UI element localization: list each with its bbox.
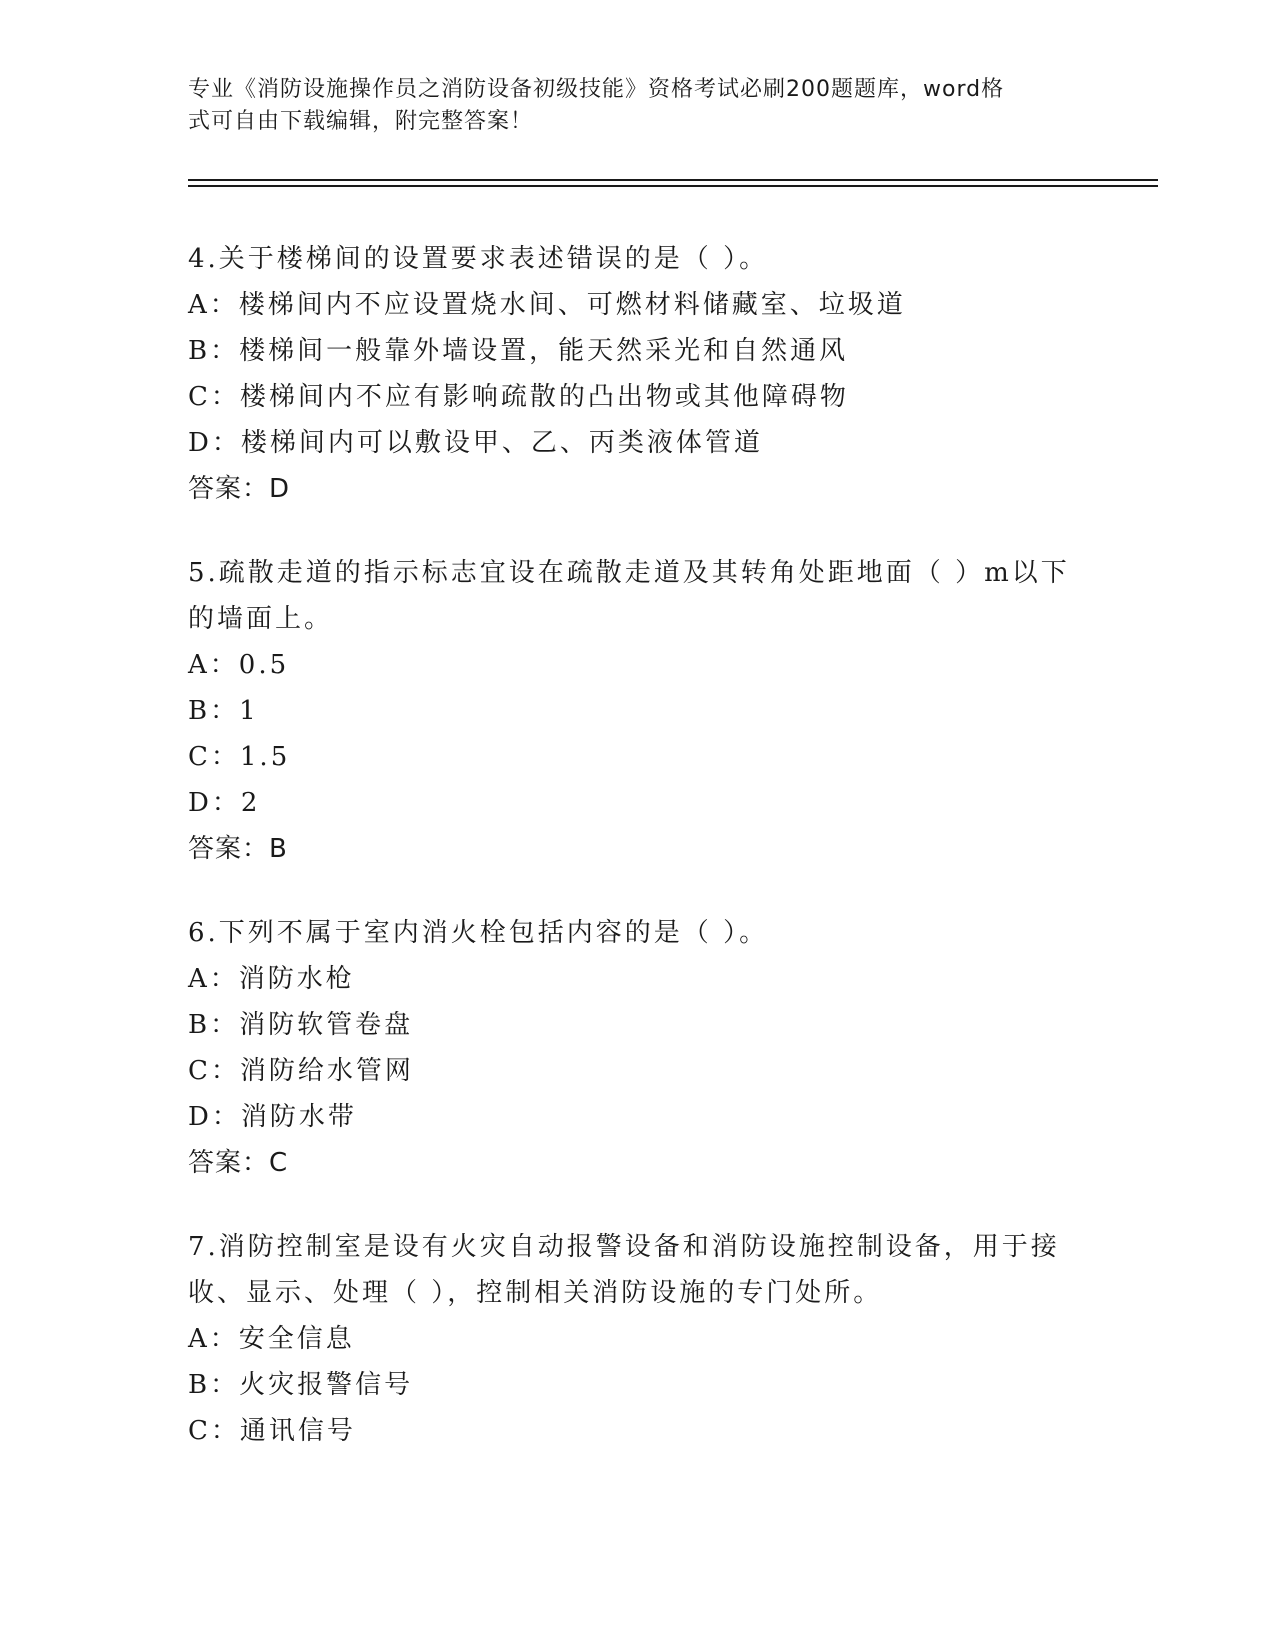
option-c: C：1.5 bbox=[188, 742, 291, 772]
option-a: A：消防水枪 bbox=[188, 964, 355, 994]
question-6 bbox=[188, 910, 1088, 1186]
option-a: A：楼梯间内不应设置烧水间、可燃材料储藏室、垃圾道 bbox=[188, 290, 906, 320]
question-stem: 7.消防控制室是设有火灾自动报警设备和消防设施控制设备，用于接 bbox=[188, 1232, 1060, 1262]
answer-label: 答案：C bbox=[188, 1148, 289, 1178]
header-divider-top bbox=[188, 179, 1158, 181]
question-stem-continued: 收、显示、处理（ ），控制相关消防设施的专门处所。 bbox=[188, 1278, 883, 1308]
option-b: B：火灾报警信号 bbox=[188, 1370, 414, 1400]
question-4 bbox=[188, 236, 1088, 512]
question-stem: 5.疏散走道的指示标志宜设在疏散走道及其转角处距地面（ ）m以下 bbox=[188, 558, 1070, 588]
header-line-1: 专业《消防设施操作员之消防设备初级技能》资格考试必刷200题题库，word格 bbox=[188, 77, 1005, 102]
header-line-2: 式可自由下载编辑，附完整答案！ bbox=[188, 109, 534, 134]
question-stem: 6.下列不属于室内消火栓包括内容的是（ ）。 bbox=[188, 918, 769, 948]
option-c: C：楼梯间内不应有影响疏散的凸出物或其他障碍物 bbox=[188, 382, 849, 412]
option-a: A：安全信息 bbox=[188, 1324, 355, 1354]
option-d: D：楼梯间内可以敷设甲、乙、丙类液体管道 bbox=[188, 428, 763, 458]
option-a: A：0.5 bbox=[188, 650, 290, 680]
document-header bbox=[188, 74, 1088, 138]
question-7 bbox=[188, 1224, 1088, 1454]
option-c: C：通讯信号 bbox=[188, 1416, 356, 1446]
question-list bbox=[188, 236, 1088, 1492]
answer-label: 答案：D bbox=[188, 474, 291, 504]
question-stem: 4.关于楼梯间的设置要求表述错误的是（ ）。 bbox=[188, 244, 769, 274]
option-b: B：楼梯间一般靠外墙设置，能天然采光和自然通风 bbox=[188, 336, 849, 366]
option-b: B：1 bbox=[188, 696, 259, 726]
option-d: D：2 bbox=[188, 788, 261, 818]
option-b: B：消防软管卷盘 bbox=[188, 1010, 414, 1040]
question-5 bbox=[188, 550, 1088, 872]
option-c: C：消防给水管网 bbox=[188, 1056, 414, 1086]
question-stem-continued: 的墙面上。 bbox=[188, 604, 334, 634]
option-d: D：消防水带 bbox=[188, 1102, 357, 1132]
header-divider-bottom bbox=[188, 185, 1158, 187]
answer-label: 答案：B bbox=[188, 834, 288, 864]
